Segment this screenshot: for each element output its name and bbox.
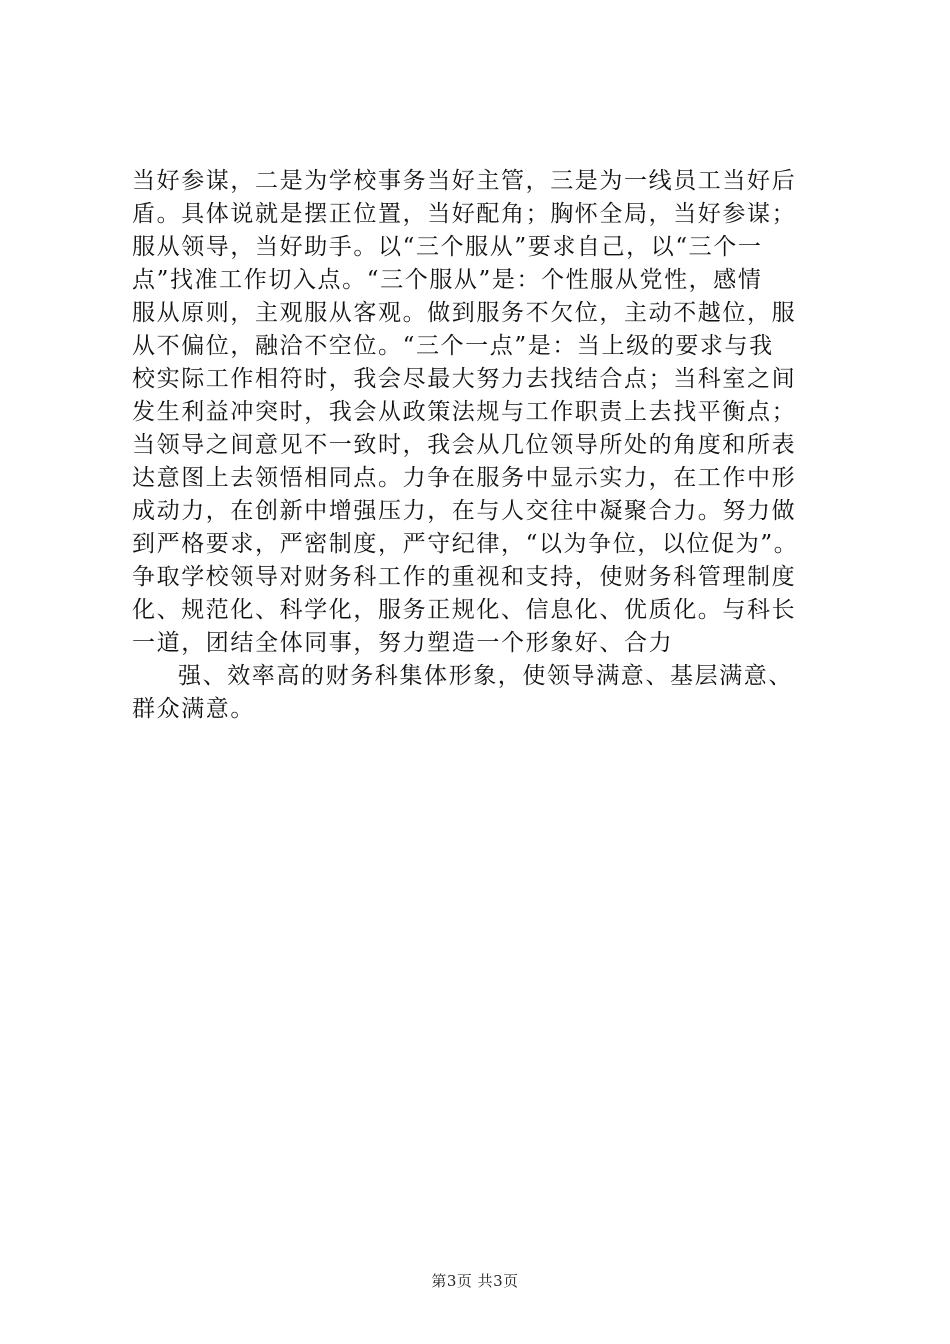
text-line: 成动力，在创新中增强压力，在与人交往中凝聚合力。努力做 — [132, 498, 797, 524]
text-line: 点”找准工作切入点。“三个服从”是：个性服从党性，感情 — [132, 267, 763, 293]
page-footer — [0, 1271, 950, 1291]
text-line: 化、规范化、科学化，服务正规化、信息化、优质化。与科长 — [132, 597, 797, 623]
body-paragraph — [132, 165, 832, 726]
page-number-label: 第3页 共3页 — [431, 1272, 519, 1290]
text-line: 服从原则，主观服从客观。做到服务不欠位，主动不越位，服 — [132, 300, 797, 326]
text-line: 达意图上去领悟相同点。力争在服务中显示实力，在工作中形 — [132, 465, 797, 491]
text-line: 盾。具体说就是摆正位置，当好配角；胸怀全局，当好参谋； — [132, 201, 797, 227]
text-line: 群众满意。 — [132, 696, 255, 722]
text-line: 服从领导，当好助手。以“三个服从”要求自己，以“三个一 — [132, 234, 763, 260]
text-line: 强、效率高的财务科集体形象，使领导满意、基层满意、 — [178, 663, 793, 689]
text-line: 当好参谋，二是为学校事务当好主管，三是为一线员工当好后 — [132, 168, 797, 194]
text-line: 发生利益冲突时，我会从政策法规与工作职责上去找平衡点； — [132, 399, 797, 425]
text-line: 到严格要求，严密制度，严守纪律，“以为争位，以位促为”。 — [132, 531, 799, 557]
text-line: 从不偏位，融洽不空位。“三个一点”是：当上级的要求与我 — [132, 333, 774, 359]
text-line: 争取学校领导对财务科工作的重视和支持，使财务科管理制度 — [132, 564, 797, 590]
text-line: 当领导之间意见不一致时，我会从几位领导所处的角度和所表 — [132, 432, 797, 458]
text-line: 一道，团结全体同事，努力塑造一个形象好、合力 — [132, 630, 674, 656]
text-line: 校实际工作相符时，我会尽最大努力去找结合点；当科室之间 — [132, 366, 797, 392]
